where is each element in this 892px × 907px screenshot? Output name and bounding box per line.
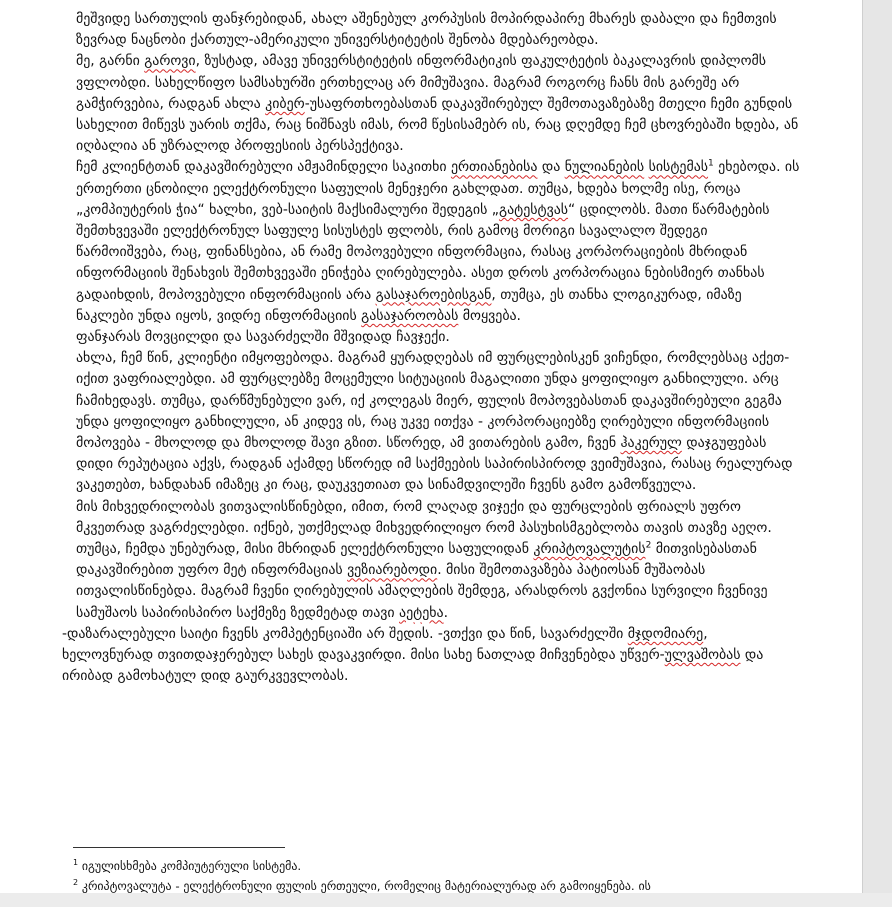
paragraph [62, 624, 802, 688]
text-run: მის მიხვედრილობას ვითვალისწინებდი, იმით, რომ ლაღად ვიჯექი და ფურცლების ფრიალს უფრო მკვეთრად ვაგრძელებდი. იქნებ, უთქმელად მიხვედრილიყო რომ პასუხისმგებლობა თავის თავზე აეღო. თუმცა, ჩემდა უნებურად, მისი მხრიდან ელექტრონული საფულიდან [76, 498, 772, 558]
text-run: ახლა, ჩემ წინ, კლიენტი იმყოფებოდა. მაგრამ ყურადღებას იმ ფურცლებისკენ ვიჩენდი, რომლებსაც აქეთ-იქით ვაფრიალებდი. ამ ფურცლებზე მოცემული სიტუაციის მაგალითი უნდა ყოფილიყო განხილული. არც ჩამიხედავს. თუმცა, დარწმუნებული ვარ, იქ კოლეგას მიერ, ფულის მოპოვებასთან დაკავშირებული გეგმა უნდა ყოფილიყო განხილული, ან კიდევ ის, რაც უკვე ითქვა - კორპორაციებზე ღირებული ინფორმაციის მოპოვება - მხოლოდ და მხოლოდ შავი გზით. სწორედ, ამ ვითარების გამო, ჩვენ [76, 350, 790, 452]
spellcheck-flagged-word: გასაჯაროობას [361, 307, 459, 324]
spellcheck-flagged-word: აეტეხა [399, 604, 444, 621]
editor-background [863, 0, 892, 907]
footnote-number: 1 [73, 858, 79, 868]
spellcheck-flagged-word: მჯდომიარე [627, 625, 704, 642]
text-run: ეხებოდა. ის ერთერთი ცნობილი ელექტრონული საფულის მენეჯერი გახლდათ. თუმცა, ხდება ხოლმე ისე, როცა „კომპიუტერის ჭია“ ხალხი, ვებ-საიტის მაქსიმალური შედეგის „ [76, 159, 800, 218]
horizontal-scroll-area[interactable] [0, 893, 892, 907]
text-run: ჩემ კლიენტთან დაკავშირებული ამჟამინდელი საკითხი [76, 159, 451, 176]
spellcheck-flagged-word: ვეზიარებოდი [347, 562, 438, 579]
paragraph [62, 157, 802, 327]
spellcheck-flagged-word: ნულიანების [564, 159, 645, 176]
text-run: -უსაფრთხოებასთან დაკავშირებულ შემოთავაზებაზე მთელი ჩემი გუნდის სახელით მიწევს უარის თქმა, რაც ნიშნავს იმას, რომ წესისამებრ ის, რაც დღემდე ჩემ ცხოვრებაში ხდება, ან იღბალია ან უზრალოდ პროფესიის პერსპექტივა. [76, 95, 799, 155]
text-run: “ ცდილობს. მათი წარმატების შემთხვევაში ელექტრონულ საფულე სისუსტეს ფლობს, რის გამოც მორიგი სავალალო შედეგი წარმოიშვება, რაც, ფინანსებია, ან რამე მოპოვებული ინფორმაცია, რასაც კორპორაციების მხრიდან ინფორმაციის შენახვის შემთხვევაში ენიჭება ღირებულება. ასეთ დროს კორპორაცია ნებისმიერ თანხას გადაიხდის, მოპოვებული ინფორმაციის არა [76, 201, 770, 303]
footnote-text: კრიპტოვალუტა - ელექტრონული ფულის ერთეული, რომელიც მატერიალურად არ გამოიყენება. ის [78, 879, 651, 893]
footnote-separator [73, 847, 285, 848]
footnotes-section [73, 856, 793, 896]
text-run: , თუმცა, ეს თანხა ლოგიკურად, იმაზე ნაკლები უნდა იყოს, ვიდრე ინფორმაციის [76, 286, 742, 324]
footnote-number: 2 [73, 878, 79, 888]
paragraph [62, 497, 802, 624]
paragraph [62, 327, 802, 348]
text-run: და [537, 159, 565, 176]
footnote-text: იგულისხმება კომპიუტერული სისტემა. [78, 859, 302, 873]
spellcheck-flagged-word: გაროვი [144, 53, 196, 70]
paragraph [62, 51, 802, 157]
paragraph [62, 9, 802, 51]
footnote [73, 856, 793, 876]
text-run: ფანჯარას მოვცილდი და სავარძელში მშვიდად ჩავჯექი. [76, 329, 450, 346]
spellcheck-flagged-word: ჰაკერულ [620, 435, 682, 452]
spellcheck-flagged-word: ულვაშობას [664, 647, 741, 664]
text-run: და ირიბად გამოხატულ დიდ გაურკვევლობას. [62, 647, 764, 685]
text-run: მოყვება. [458, 307, 521, 324]
spellcheck-flagged-word: სისტემას [648, 159, 709, 176]
text-run: მეშვიდე სართულის ფანჯრებიდან, ახალ აშენებულ კორპუსის მოპირდაპირე მხარეს დაბალი და ჩემთვის ზევრად ნაცნობი ქართულ-ამერიკული უნივერსტიტეტის შენობა მდებარეობდა. [76, 11, 777, 49]
footnote-reference[interactable]: 1 [708, 158, 714, 169]
spellcheck-flagged-word: გატესტვას [499, 201, 569, 218]
footnote-reference[interactable]: 2 [645, 540, 652, 551]
text-run: დაჯგუფებას დიდი რეპუტაცია აქვს, რადგან აქამდე სწორედ იმ საქმეების საპირისპიროდ ვეიმუშავია, რასაც რეალურად ვაკეთებთ, ხანდახან იმაზეც კი რაც, დაუკვეთიათ და სინამდვილეში ჩვენს გამო გამოწვეულა. [76, 435, 793, 494]
spellcheck-flagged-word: ერთიანებისა [450, 159, 538, 176]
text-run: -დაზარალებული საიტი ჩვენს კომპეტენციაში არ შედის. -ვთქვი და წინ, სავარძელში [62, 625, 628, 642]
spellcheck-flagged-word: კიბერ [265, 95, 305, 112]
text-run: . [443, 604, 449, 621]
text-run: , ხელოვნურად თვითდაჯერებულ სახეს დავაკვირდი. მისი სახე ნათლად მიჩვენებდა უწვერ- [62, 625, 708, 664]
text-run: , ზუსტად, ამავე უნივერსტიტეტის ინფორმატიკის ფაკულტეტის ბაკალავრის დიპლომს ვფლობდი. სახელწიფო სამსახურში ერთხელაც არ მიმუშავია. მაგრამ როგორც ჩანს მის გარეშე არ გამჭირვებია, რადგან ახლა [76, 53, 767, 112]
document-body[interactable] [62, 9, 802, 688]
paragraph [62, 348, 802, 496]
text-run: მითვისებასთან დაკავშირებით უფრო მეტ ინფორმაციას [76, 541, 757, 579]
text-run: მე, გარნი [76, 53, 145, 70]
spellcheck-flagged-word: გასაჯაროებისგან [375, 286, 492, 303]
spellcheck-flagged-word: კრიპტოვალუტის [533, 541, 646, 558]
text-run: . მისი შემოთავაზება პატიოსან მუშაობას ითვალისწინებდა. მაგრამ ჩვენი ღირებულის ამაღლების შემდეგ, არასდროს გვქონია სურვილი ჩვენივე სამუშაოს საპირისპირო საქმეზე ზედმეტად თავი [76, 562, 768, 621]
